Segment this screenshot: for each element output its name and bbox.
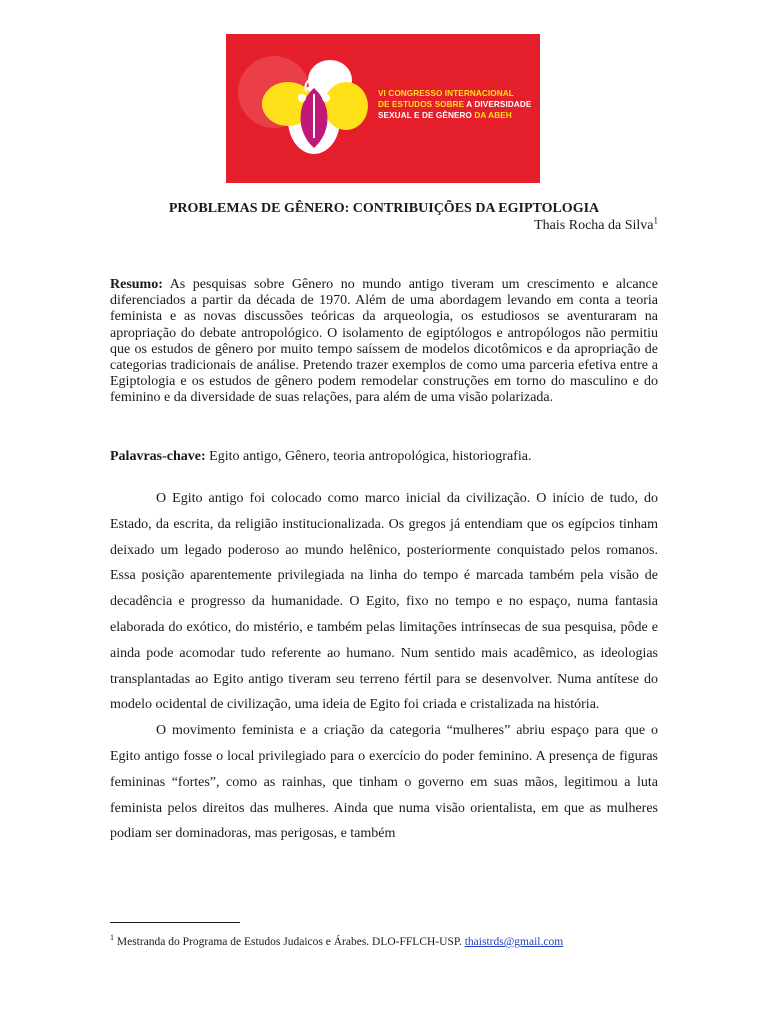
- banner-caption: [378, 88, 538, 121]
- footnote-email-link[interactable]: thaistrds@gmail.com: [464, 936, 564, 948]
- footnote-marker: 1: [110, 933, 114, 943]
- banner-line1: VI CONGRESSO INTERNACIONAL: [378, 89, 514, 98]
- abstract-text: As pesquisas sobre Gênero no mundo antigo tiveram um crescimento e alcance diferenciados a partir da década de 1970. Além de uma abordagem levando em conta a teoria feminista e as novas discussões teóricas da arqueologia, os estudiosos se aventuraram na apropriação do debate antropológico. O isolamento de egiptólogos e antropólogos não permitiu que os estudos de gênero por muito tempo saíssem de modelos dicotômicos e da apropriação de categorias tradicionais de análise. Pretendo trazer exemplos de como uma parceria efetiva entre a Egiptologia e os estudos de gênero podem remodelar construções em torno do masculino e do feminino e da diversidade de suas relações, para além de uma visão polarizada.: [110, 277, 658, 406]
- body-paragraph-2: O movimento feminista e a criação da categoria “mulheres” abriu espaço para que o Egito antigo fosse o local privilegiado para o exercício do poder feminino. A presença de figuras femininas “fortes”, como as rainhas, que tinham o governo em suas mãos, legitimou a luta feminista pelos direitos das mulheres. Ainda que numa visão orientalista, em que as mulheres podiam ser dominadoras, mas perigosas, e também: [110, 723, 658, 842]
- congress-banner: [226, 34, 540, 183]
- abstract: [110, 277, 658, 407]
- footnote: [110, 935, 658, 949]
- keywords-label: Palavras-chave:: [110, 449, 206, 464]
- author-name: Thais Rocha da Silva: [534, 218, 654, 233]
- banner-line2b: A DIVERSIDADE: [466, 100, 532, 109]
- abstract-label: Resumo:: [110, 277, 163, 292]
- footnote-divider: [110, 922, 240, 923]
- keywords-text: Egito antigo, Gênero, teoria antropológica, historiografia.: [209, 449, 532, 464]
- keywords: [110, 448, 658, 465]
- banner-line3b: DA ABEH: [474, 111, 512, 120]
- body-paragraph-1: O Egito antigo foi colocado como marco inicial da civilização. O início de tudo, do Estado, da escrita, da religião institucionalizada. Os gregos já entendiam que os egípcios tinham deixado um legado poderoso ao mundo helênico, posteriormente conquistado pelos romanos. Essa posição aparentemente privilegiada na linha do tempo é marcada também pela visão de decadência e progresso da humanidade. O Egito, fixo no tempo e no espaço, numa fantasia elaborada do exótico, do mistério, e também pelas limitações intrínsecas de sua pesquisa, pôde e ainda pode acomodar tudo referente ao humano. Num sentido mais acadêmico, as ideologias transplantadas ao Egito antigo tiveram seu terreno fértil para se desenvolver. Numa antítese do modelo ocidental de civilização, uma ideia de Egito foi criada e cristalizada na história.: [110, 491, 658, 713]
- author-note-marker: 1: [653, 215, 658, 226]
- banner-line3a: SEXUAL E DE GÊNERO: [378, 111, 473, 120]
- author-line: [110, 217, 658, 234]
- paper-title: PROBLEMAS DE GÊNERO: CONTRIBUIÇÕES DA EGIPTOLOGIA: [168, 201, 600, 216]
- body-text: [110, 486, 658, 847]
- banner-line2a: DE ESTUDOS SOBRE: [378, 100, 465, 109]
- footnote-text: Mestranda do Programa de Estudos Judaicos e Árabes. DLO-FFLCH-USP.: [116, 936, 462, 948]
